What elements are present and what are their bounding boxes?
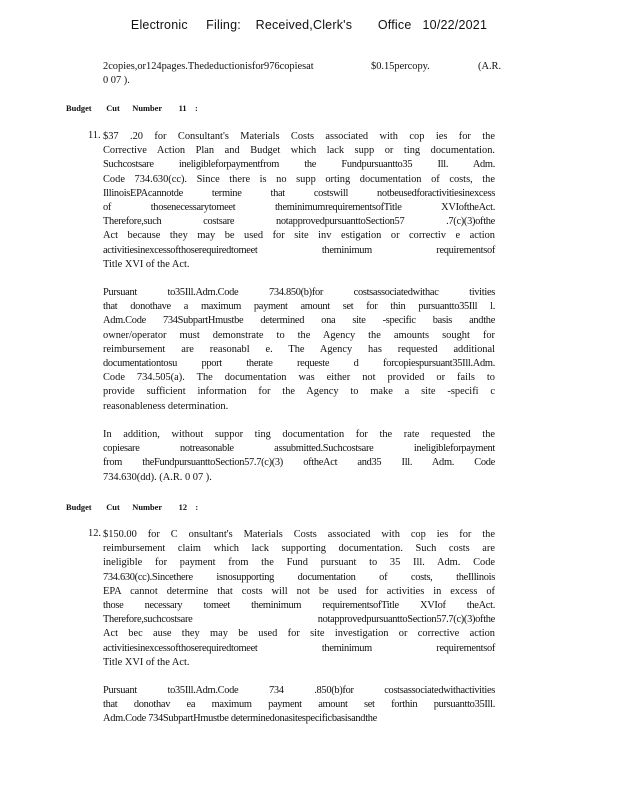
text-line: $37 .20 for Consultant's Materials Costs associated with cop ies for the	[103, 131, 495, 142]
text-line: Therefore,suchcostsare notapprovedpursuanttoSection57.7(c)(3)ofthe	[103, 614, 495, 626]
text-line: those necessary tomeet theminimum requirementsofTitle XVIof theAct.	[103, 600, 495, 612]
cut-11-paragraph-3	[103, 428, 495, 485]
text-line: 734.630(cc).Sincethere isnosupporting documentation of costs, theIllinois	[103, 571, 495, 583]
text-line: EPA cannot determine that costs will not be used for activities in excess of	[103, 585, 495, 597]
text-line: owner/operator must demonstrate to the Agency the amounts sought for	[103, 329, 495, 341]
text-line: IllinoisEPAcannotde termine that costswill notbeusedforactivitiesinexcess	[103, 187, 495, 199]
cut-12-paragraph-1	[103, 528, 495, 670]
budget-cut-label: Budget Cut Number 12 :	[66, 503, 199, 512]
text-line: Title XVI of the Act.	[103, 258, 190, 270]
text-line: from theFundpursuanttoSection57.7(c)(3) oftheAct and35 Ill. Adm. Code	[103, 457, 495, 469]
text-line: that donothav ea maximum payment amount set forthin pursuantto35Ill.	[103, 699, 495, 711]
text-line: activitiesinexcessofthoserequiredtomeet theminimum requirementsof	[103, 642, 495, 654]
text-line: activitiesinexcessofthoserequiredtomeet theminimum requirementsof	[103, 244, 495, 256]
filing-header: Electronic Filing: Received,Clerk's Office 10/22/2021	[130, 18, 488, 32]
text-line: Act bec ause they may be used for site investigation or corrective action	[103, 628, 495, 640]
text-line: Code 734.505(a). The documentation was either not provided or fails to	[103, 372, 495, 384]
intro-ref: (A.R.	[478, 61, 502, 72]
item-number: 12.	[88, 528, 101, 539]
intro-line-2: 0 07 ).	[103, 75, 130, 86]
text-line: reasonableness determination.	[103, 400, 229, 412]
text-line: Pursuant to35Ill.Adm.Code 734.850(b)for costsassociatedwithac tivities	[103, 287, 495, 298]
text-line: Adm.Code 734SubpartHmustbe determined ona site -specific basis andthe	[103, 315, 495, 327]
text-line: Code 734.630(cc). Since there is no supp orting documentation of costs, the	[103, 173, 495, 185]
text-line: Title XVI of the Act.	[103, 656, 190, 668]
item-number: 11.	[88, 130, 101, 141]
cut-12-paragraph-2	[103, 684, 495, 727]
text-line: that donothave a maximum payment amount set for thin pursuantto35Ill l.	[103, 301, 495, 313]
text-line: 734.630(dd). (A.R. 0 07 ).	[103, 471, 212, 483]
text-line: In addition, without suppor ting documentation for the rate requested the	[103, 429, 495, 440]
text-line: Act because they may be used for site inv estigation or correctiv e action	[103, 230, 495, 242]
cut-11-paragraph-2	[103, 286, 495, 414]
text-line: of thosenecessarytomeet theminimumrequirementsofTitle XVIoftheAct.	[103, 202, 495, 214]
text-line: reimbursement are reasonabl e. The Agency has requested additional	[103, 343, 495, 355]
text-line: Pursuant to35Ill.Adm.Code 734 .850(b)for costsassociatedwithactivities	[103, 685, 495, 696]
text-line: Therefore,such costsare notapprovedpursuanttoSection57 .7(c)(3)ofthe	[103, 216, 495, 228]
cut-11-paragraph-1	[103, 130, 495, 272]
intro-line-1: 2copies,or124pages.Thedeductionisfor976copiesat	[103, 61, 314, 72]
budget-cut-label: Budget Cut Number 11 :	[66, 104, 198, 113]
intro-rate: $0.15percopy.	[371, 61, 430, 72]
text-line: copiesare notreasonable assubmitted.Suchcostsare ineligibleforpayment	[103, 443, 495, 455]
text-line: documentationtosu pport therate requeste d forcopiespursuant35Ill.Adm.	[103, 358, 495, 370]
text-line: $150.00 for C onsultant's Materials Costs associated with cop ies for the	[103, 529, 495, 540]
text-line: provide sufficient information for the Agency to make a site -specifi c	[103, 386, 495, 398]
text-line: Adm.Code 734SubpartHmustbe determinedonasitespecificbasisandthe	[103, 713, 377, 725]
text-line: reimbursement claim which lack supporting documentation. Such costs are	[103, 543, 495, 555]
text-line: Suchcostsare ineligibleforpaymentfrom the Fundpursuantto35 Ill. Adm.	[103, 159, 495, 171]
text-line: ineligible for payment from the Fund pursuant to 35 Ill. Adm. Code	[103, 557, 495, 569]
text-line: Corrective Action Plan and Budget which lack supp or ting documentation.	[103, 145, 495, 157]
